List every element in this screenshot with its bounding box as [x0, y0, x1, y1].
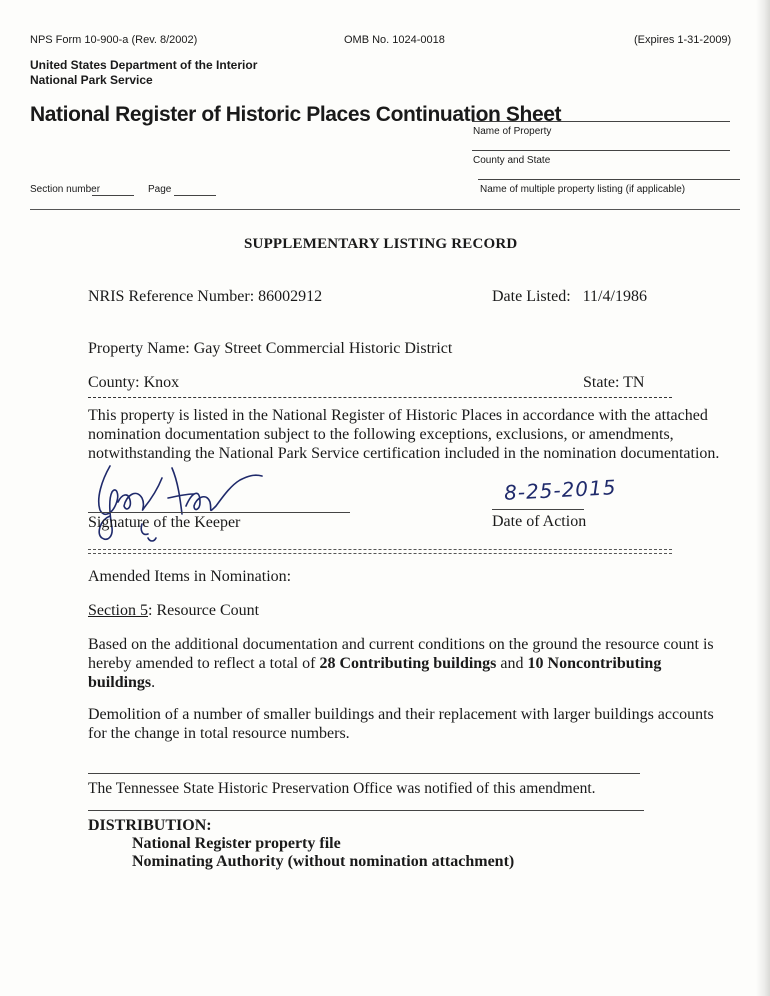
state [583, 373, 644, 392]
para1-end: . [151, 674, 156, 691]
shpo-rule-top [88, 773, 640, 774]
amended-items-heading: Amended Items in Nomination: [88, 568, 292, 585]
noncontributing-count: 10 Noncontributing [527, 655, 662, 672]
distribution-item: Nominating Authority (without nomination attachment) [132, 853, 515, 870]
signature-label: Signature of the Keeper [88, 514, 241, 531]
property-name-label: Property Name: [88, 340, 190, 357]
county [88, 373, 179, 392]
page-blank [174, 195, 216, 196]
omb-number: OMB No. 1024-0018 [344, 34, 445, 46]
record-title: SUPPLEMENTARY LISTING RECORD [244, 236, 518, 252]
county-label: County: [88, 374, 140, 391]
statement-line-2: nomination documentation subject to the following exceptions, exclusions, or amendments, [88, 426, 674, 443]
state-label: State: [583, 374, 620, 391]
para1-pre: hereby amended to reflect a total of [88, 655, 320, 672]
county-state-label: County and State [473, 155, 551, 166]
para1-buildings: buildings [88, 674, 152, 691]
double-rule-bottom [88, 553, 672, 554]
property-name-value: Gay Street Commercial Historic District [193, 340, 453, 357]
statement-line-1: This property is listed in the National Register of Historic Places in accordance with the attached [88, 407, 708, 424]
department-name: United States Department of the Interior [30, 58, 258, 72]
keeper-signature [82, 458, 282, 548]
scan-page-edge [756, 0, 770, 996]
statement-line-3: notwithstanding the National Park Service certification included in the nomination documentation. [88, 445, 720, 462]
date-of-action-line [492, 509, 584, 510]
nris-label: NRIS Reference Number: [88, 288, 255, 305]
para1-line-2 [88, 654, 661, 673]
section-label: Section 5 [88, 602, 148, 619]
para1-line-1: Based on the additional documentation and current conditions on the ground the resource count is [88, 636, 714, 653]
multiple-listing-label: Name of multiple property listing (if applicable) [480, 184, 686, 195]
para2-line-1: Demolition of a number of smaller buildings and their replacement with larger buildings accounts [88, 706, 714, 723]
form-id: NPS Form 10-900-a (Rev. 8/2002) [30, 34, 198, 46]
nris-reference [88, 287, 322, 306]
nris-value: 86002912 [258, 288, 323, 305]
date-of-action-label: Date of Action [492, 513, 587, 530]
dashed-separator [88, 397, 672, 398]
section-number-blank [92, 195, 134, 196]
action-date-handwritten: 8-25-2015 [503, 475, 618, 505]
distribution-item: National Register property file [132, 835, 341, 852]
property-name [88, 339, 452, 358]
shpo-rule-bottom [88, 810, 644, 811]
section-line [88, 601, 259, 620]
multiple-listing-line [478, 179, 740, 180]
para1-line-3 [88, 673, 155, 692]
date-listed-value: 11/4/1986 [582, 288, 647, 305]
expiration-date: (Expires 1-31-2009) [634, 34, 732, 46]
para2-line-2: for the change in total resource numbers. [88, 725, 350, 742]
page-label: Page [148, 184, 172, 195]
agency-name: National Park Service [30, 73, 153, 87]
contributing-count: 28 Contributing buildings [319, 655, 497, 672]
county-value: Knox [143, 374, 180, 391]
section-number-label: Section number [30, 184, 101, 195]
header-rule [30, 209, 740, 210]
property-name-line [472, 121, 730, 122]
county-state-line [472, 150, 730, 151]
date-listed [492, 287, 647, 306]
shpo-notification: The Tennessee State Historic Preservation Office was notified of this amendment. [88, 780, 596, 797]
double-rule-top [88, 549, 672, 550]
state-value: TN [623, 374, 645, 391]
date-listed-label: Date Listed: [492, 288, 571, 305]
sheet-title: National Register of Historic Places Continuation Sheet [30, 103, 562, 126]
distribution-heading: DISTRIBUTION: [88, 817, 212, 834]
name-of-property-label: Name of Property [473, 126, 552, 137]
para1-mid: and [496, 655, 528, 672]
section-rest: : Resource Count [148, 602, 260, 619]
